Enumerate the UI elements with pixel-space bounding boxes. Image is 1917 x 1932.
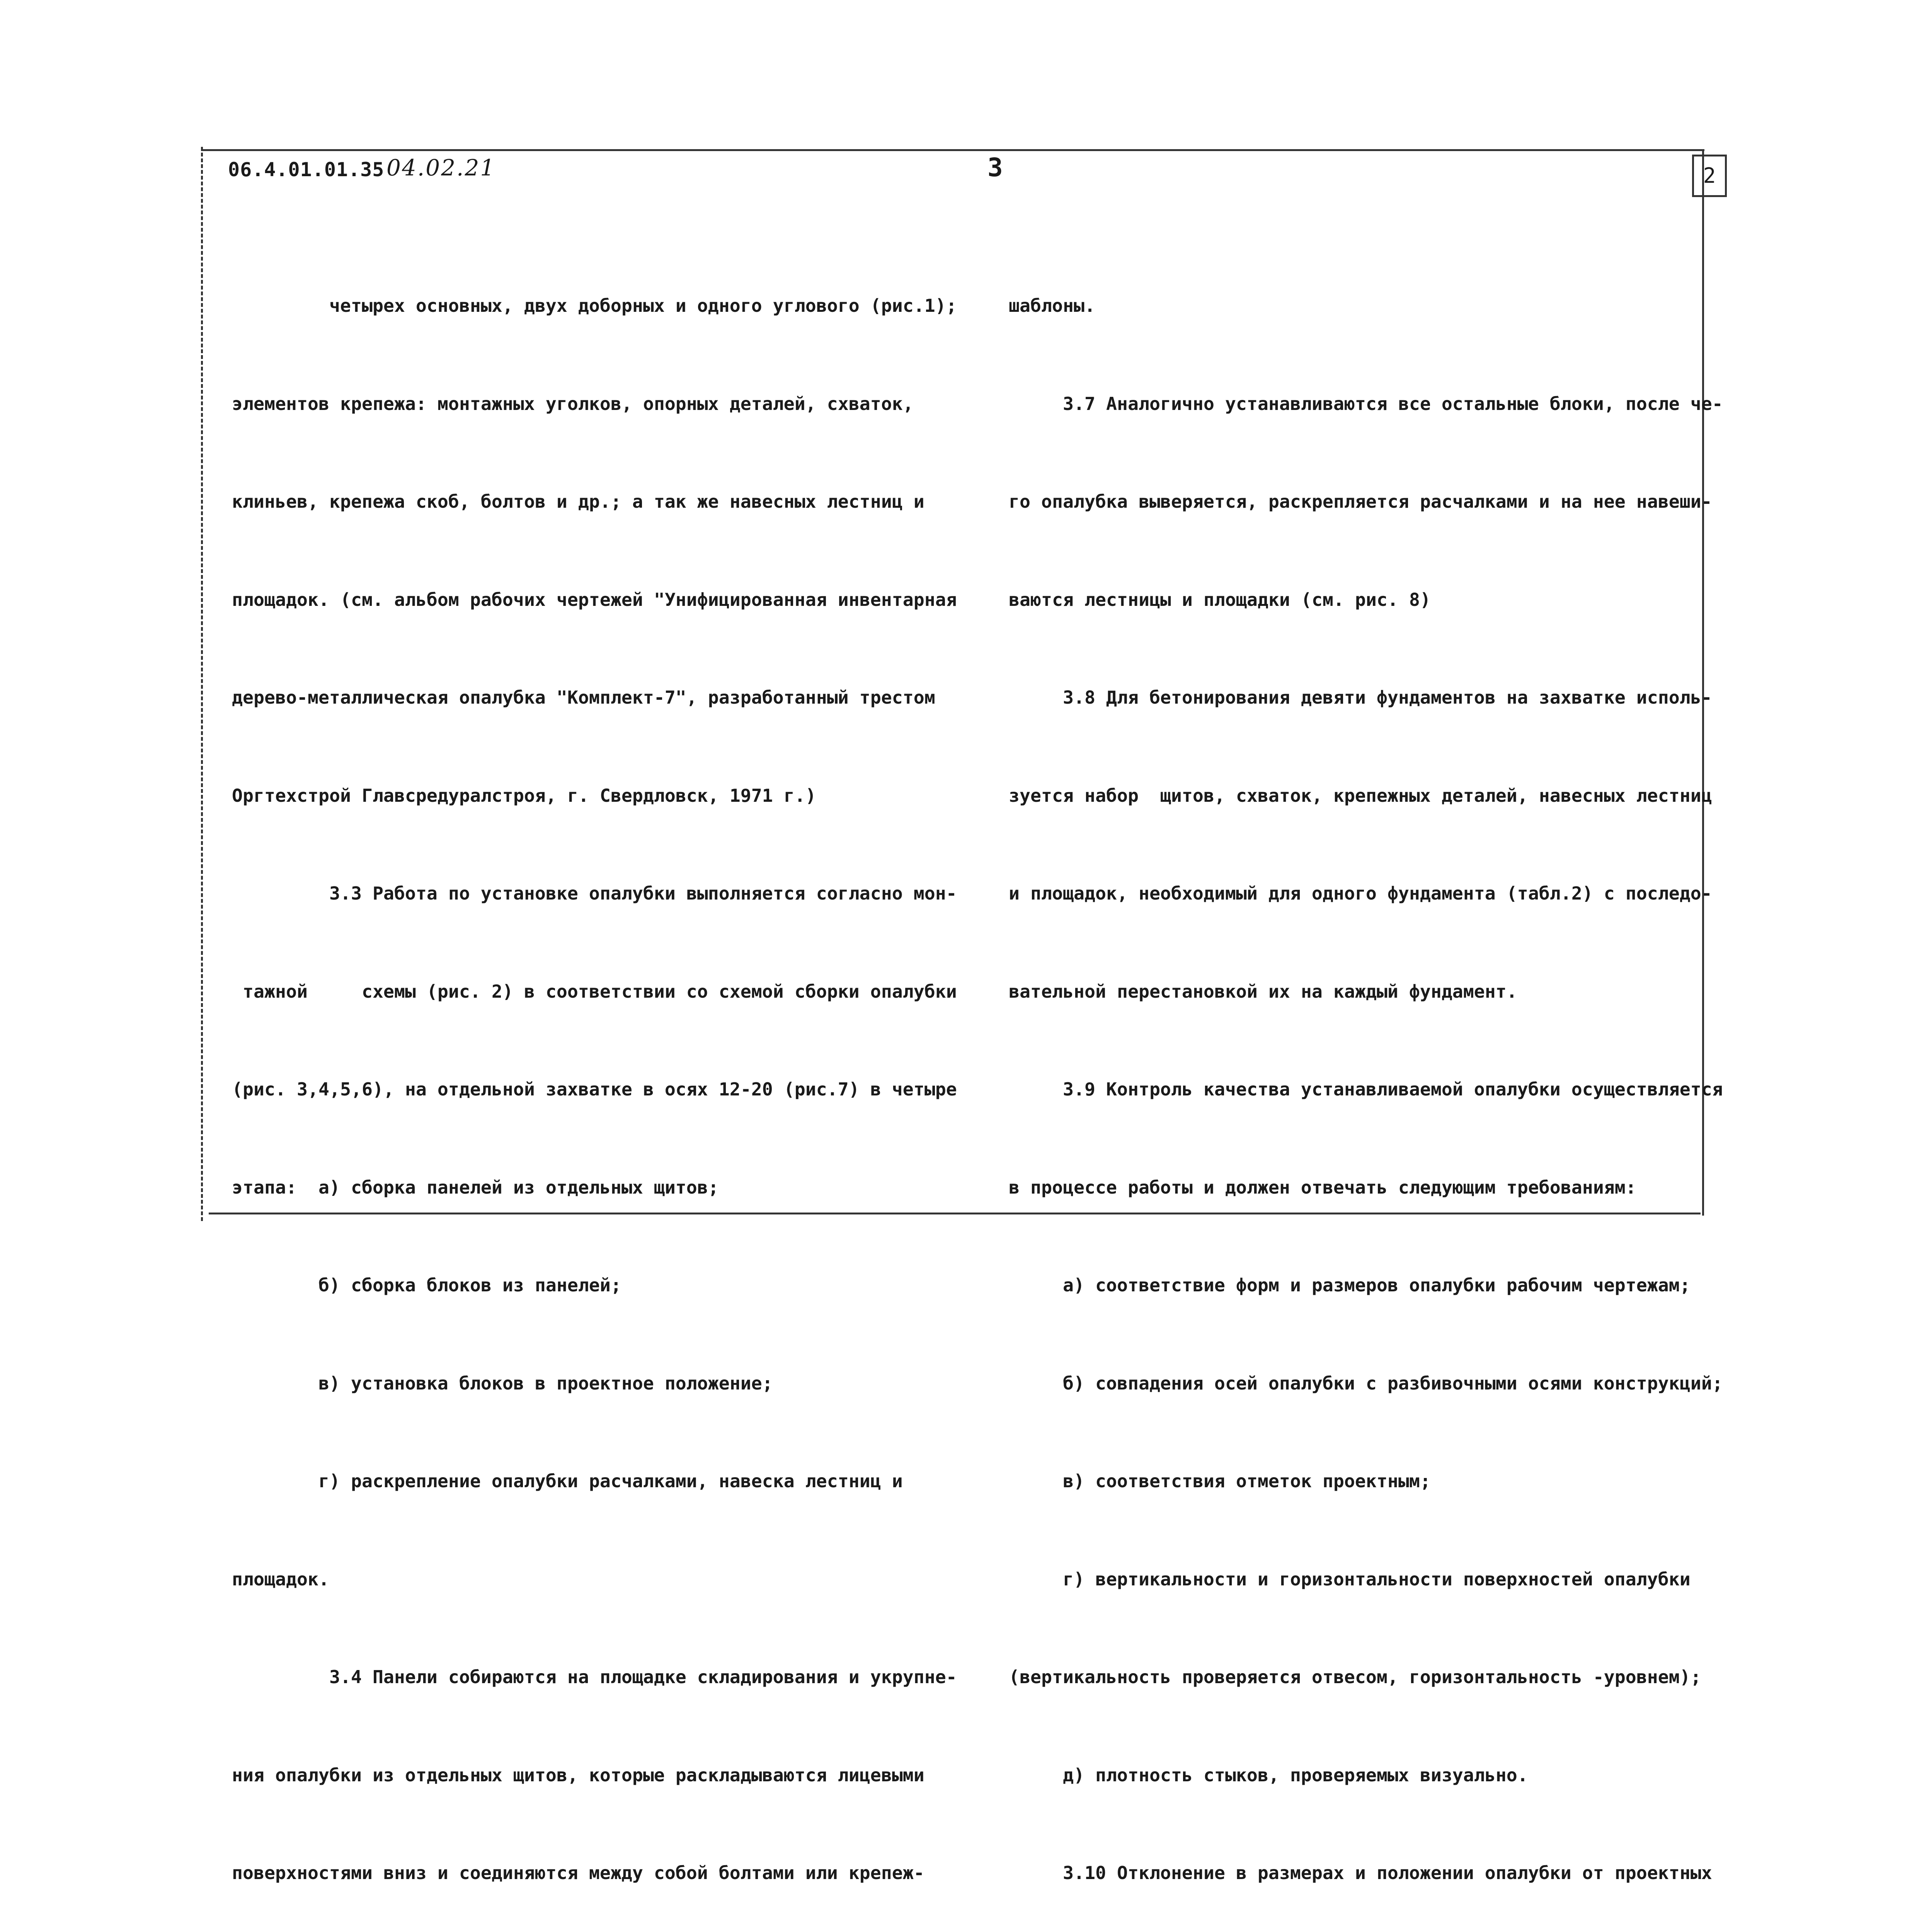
text-line: д) плотность стыков, проверяемых визуально. [1009, 1764, 1528, 1786]
text-line: 3.4 Панели собираются на площадке складирования и укрупне- [232, 1667, 957, 1687]
text-line: клиньев, крепежа скоб, болтов и др.; а так же навесных лестниц и [232, 491, 924, 512]
text-line: этапа: а) сборка панелей из отдельных щитов; [232, 1177, 719, 1198]
document-date: 04.02.21 [386, 155, 496, 181]
left-text-column [232, 224, 957, 1932]
text-line: 3.7 Аналогично устанавливаются все остальные блоки, после че- [1009, 393, 1723, 414]
sheet-number-box: 2 [1692, 155, 1727, 197]
text-line: 3.9 Контроль качества устанавливаемой опалубки осуществляется [1009, 1079, 1723, 1100]
frame-top-border [201, 149, 1704, 151]
text-line: в) соответствия отметок проектным; [1009, 1471, 1431, 1492]
frame-left-border [201, 147, 203, 1221]
text-line: дерево-металлическая опалубка "Комплект-7", разработанный трестом [232, 687, 935, 708]
text-line: 3.8 Для бетонирования девяти фундаментов на захватке исполь- [1009, 687, 1712, 708]
text-line: 3.10 Отклонение в размерах и положении опалубки от проектных [1009, 1862, 1712, 1883]
text-line: Оргтехстрой Главсредуралстроя, г. Свердловск, 1971 г.) [232, 785, 816, 806]
text-line: и площадок, необходимый для одного фундамента (табл.2) с последо- [1009, 883, 1712, 904]
text-line: в процессе работы и должен отвечать следующим требованиям: [1009, 1177, 1636, 1198]
text-line: ния опалубки из отдельных щитов, которые раскладываются лицевыми [232, 1764, 924, 1786]
text-line: а) соответствие форм и размеров опалубки рабочим чертежам; [1009, 1275, 1691, 1296]
text-line: г) раскрепление опалубки расчалками, навеска лестниц и [232, 1471, 903, 1492]
text-line: площадок. (см. альбом рабочих чертежей "Унифицированная инвентарная [232, 589, 957, 610]
text-line: вательной перестановкой их на каждый фундамент. [1009, 981, 1517, 1002]
text-line: г) вертикальности и горизонтальности поверхностей опалубки [1009, 1568, 1691, 1590]
right-text-column [1009, 224, 1723, 1932]
text-line: зуется набор щитов, схваток, крепежных деталей, навесных лестниц [1009, 785, 1712, 806]
text-line: б) сборка блоков из панелей; [232, 1275, 621, 1296]
text-line: в) установка блоков в проектное положение; [232, 1372, 773, 1394]
text-line: поверхностями вниз и соединяются между собой болтами или крепеж- [232, 1862, 924, 1883]
text-line: (вертикальность проверяется отвесом, горизонтальность -уровнем); [1009, 1667, 1701, 1687]
text-line: ваются лестницы и площадки (см. рис. 8) [1009, 589, 1431, 610]
text-line: 3.3 Работа по установке опалубки выполняется согласно мон- [232, 883, 957, 904]
text-line: го опалубка выверяется, раскрепляется расчалками и на нее навеши- [1009, 491, 1712, 512]
page-number: 3 [987, 153, 1003, 182]
text-line: б) совпадения осей опалубки с разбивочными осями конструкций; [1009, 1372, 1723, 1394]
text-line: тажной схемы (рис. 2) в соответствии со схемой сборки опалубки [232, 981, 957, 1002]
text-line: площадок. [232, 1568, 329, 1590]
text-line: шаблоны. [1009, 295, 1095, 316]
text-line: (рис. 3,4,5,6), на отдельной захватке в осях 12-20 (рис.7) в четыре [232, 1079, 957, 1100]
text-line: элементов крепежа: монтажных уголков, опорных деталей, схваток, [232, 393, 914, 414]
document-code: 06.4.01.01.35 [228, 158, 385, 181]
text-line: четырех основных, двух доборных и одного углового (рис.1); [232, 295, 957, 316]
